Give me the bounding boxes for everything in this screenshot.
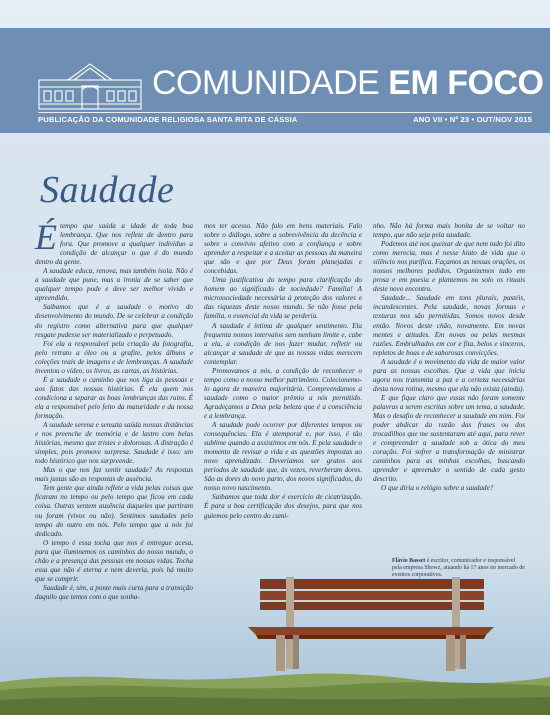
paragraph: Saibamos que toda dor é exercício de cicatrização. É para a boa certificação dos desejos, para que nos guiemos pelo centro do cami-	[204, 493, 362, 520]
paragraph: Saudade é, sim, a ponte mais curta para a transição daquilo que temos com o que sonha-	[35, 583, 193, 601]
paragraph: Mas o que nos faz sentir saudade? As respostas mais justas são as respostas de ausência.	[35, 466, 193, 484]
paragraph: A saudade pode ocorrer por diferentes tempos ou consequências. Ela é atemporal e, por isso, é tão sublime quando a assistimos em nós. É pela saudade o momento de revisar a vida e as questões impostas ao novo aprendizado. Deveríamos ser gratos aos períodos de saudade que, às vezes, reverberam dores. São as dores do novo parto, dos novos significados, do nosso novo nascimento.	[204, 421, 362, 493]
paragraph: Saudade... Saudade em tons plurais, pastéis, incandescentes. Pela saudade, novas formas e texturas nos são permitidas. Somos novos desde então. Novos deste chão, novamente. Em novas mentes e atitudes. Em novas ou pelas mesmas razões. Embrulhados em cor e fita, belos e sinceros, repletos de boas e de saborosas convicções.	[373, 294, 525, 357]
author-bio: é escritor, comunicador e responsável pela empresa Showz, atuando há 17 anos no mercado de eventos corporativos.	[392, 558, 525, 579]
paragraph: O que diria o relógio sobre a saudade?	[381, 484, 494, 493]
author-name: Flávio Basset	[392, 558, 426, 564]
church-building-logo	[38, 60, 142, 110]
article-column-3	[373, 222, 525, 493]
article-column-1	[35, 217, 193, 602]
paragraph: Saibamos que é a saudade o motivo do desenvolvimento do mundo. De se celebrar a condição do registro como alternativa para que qualquer resgate pudesse ser materializado e perpetuado.	[35, 303, 193, 339]
paragraph: A saudade serena e sensata saúda nossas distâncias e nos preenche de memória e de lastro com belas histórias, mesmo que tristes e dolorosas. A distração é simples, pois promove surpresa. Saudade é isso: um todo histórico que nos surpreende.	[35, 421, 193, 466]
wooden-bench-photo	[246, 575, 496, 677]
title-bold: EM FOCO	[388, 64, 544, 102]
newsletter-title	[152, 64, 544, 110]
paragraph: Promovamos a nós, a condição de reconhecer o tempo como o nosso melhor patrimônio. Colecionemo-lo agora de maneira majoritária. Compreendamos a saudade como o maior prêmio a nós permitido. Agradeçamos a Deus pela beleza que é a consciência e a lembrança.	[204, 366, 362, 420]
article-headline: Saudade	[40, 169, 175, 211]
paragraph: A saudade é o movimento da vida de maior valor para as nossas escolhas. Que a vida que inicia agora nos transmita a paz e a certeza necessárias desta nova rotina, mesmo que ela não exista (ainda).	[373, 357, 525, 393]
paragraph: Uma justificativa do tempo para clarificação do homem ao significado de sociedade? Família! A microssociedade necessária à proteção dos valores e das riquezas deste nosso mundo. Se não fosse pela família, o essencial da vida se perderia.	[204, 276, 362, 321]
masthead-divider	[38, 112, 532, 113]
paragraph: É a saudade o caminho que nos liga às pessoas e aos fatos das nossas histórias. É ela quem nos condiciona a separar as boas lembranças das ruins. É ela a responsável pelo feito da maturidade e da nossa formação.	[35, 375, 193, 420]
edition-info: ANO VII • Nº 23 • OUT/NOV 2015	[413, 115, 532, 124]
article-column-2	[204, 222, 362, 521]
paragraph: Podemos até nos queixar de que nem tudo foi dito como merecia, mas é nesse hiato de vida que o silêncio nos purifica. Façamos as nossas orações, os nossos melhores pedidos. Organizemos tudo em prosa e em poesia e plantemos no solo os rituais deste novo encontro.	[373, 240, 525, 294]
title-light: COMUNIDADE	[152, 64, 389, 102]
publication-subtitle: PUBLICAÇÃO DA COMUNIDADE RELIGIOSA SANTA RITA DE CÁSSIA	[38, 115, 298, 124]
paragraph: Étempo que saúda a idade de toda boa lembrança. Que nos reflete de dentro para fora. Que promove a qualquer indivíduo a condição de alcançar o que é do mundo dentro da gente.	[35, 217, 193, 267]
paragraph: Foi ela a responsável pela criação da fotografia, pelo retrato a óleo ou a grafite, pelos álbuns e coleções reais de imagens e de lembranças. A saudade inventou o vídeo, os livros, as cartas, as histórias.	[35, 339, 193, 375]
paragraph: O tempo é essa tocha que nos é entregue acesa, para que iluminemos os caminhos do nosso mundo, o chão e a presença das pessoas em nossas vidas. Tocha essa que não é eterna e nem deveria, pois há muito que se cumprir.	[35, 538, 193, 583]
paragraph: Tem gente que ainda reflete a vida pelas coisas que ficaram no tempo ou pelo tempo que ficou em cada coisa. Outras sentem ausência daqueles que partiram ou foram (vivos ou não). Sentimos saudades pelo tempo do outro em nós. Pelo tempo que a nós foi dedicado.	[35, 484, 193, 538]
drop-cap: É	[35, 217, 57, 257]
paragraph: nho. Não há forma mais bonita de se voltar no tempo, que não seja pela saudade.	[373, 222, 525, 240]
paragraph: E que fique claro que essas não foram somente palavras a serem escritas sobre um tema, a saudade. Mas o desafio de reconhecer a saudade em mim. Foi poder abdicar da razão das frases ou dos trocadilhos que me sustentaram até aqui, para rever e compreender a saudade sob a ótica do meu coração. Foi sofrer a transformação de ministrar caminhos para as minhas escolhas, buscando aprender e apreender o sentido de cada gesto descrito.	[373, 393, 525, 484]
paragraph: A saudade educa, renova, mas também isola. Não é a saudade que pune, mas a ironia de se saber que qualquer tempo pode e deve ser melhor vivido e apreendido.	[35, 267, 193, 303]
paragraph: A saudade é íntima de qualquer sentimento. Ela frequenta nossos intervalos sem nenhum limite e, cabe a ela, a condição de nos fazer mudar, refletir ou alcançar a saudade de que as nossas vidas merecem contemplar.	[204, 321, 362, 366]
paragraph: mos ter acesso. Não falo em bens materiais. Falo sobre o diálogo, sobre a sobrevivência da decência e sobre o convívio afetivo com a confiança e sobre aprender a respeitar e a aceitar as pessoas da maneira que são e que por Deus foram planejadas e concebidas.	[204, 222, 362, 276]
